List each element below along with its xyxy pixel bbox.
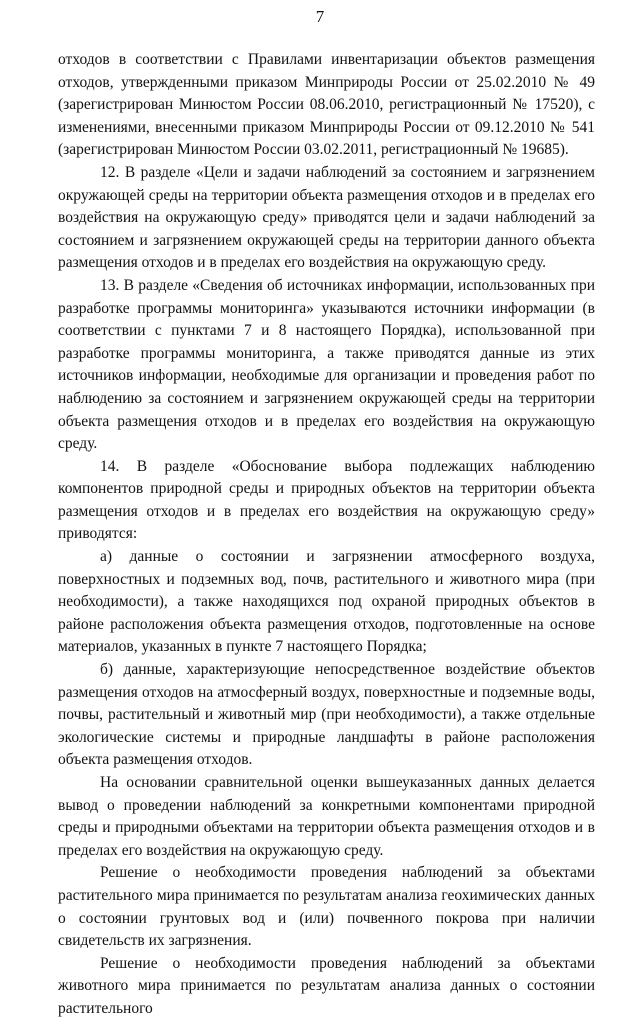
paragraph-item-14: 14. В разделе «Обоснование выбора подлежащих наблюдению компонентов природной среды и природных объектов на территории объекта размещения отходов и в пределах его воздействия на окружающую среду» приводятся: xyxy=(58,457,595,543)
paragraph-fauna-decision: Решение о необходимости проведения наблюдений за объектами животного мира принимается по результатам анализа данных о состоянии растительного xyxy=(58,954,595,1017)
paragraph-conclusion: На основании сравнительной оценки вышеуказанных данных делается вывод о проведении наблюдений за конкретными компонентами природной среды и природными объектами на территории объекта размещения отходов и в пределах его воздействия на окружающую среду. xyxy=(58,774,595,859)
paragraph-subitem-b: б) данные, характеризующие непосредственное воздействие объектов размещения отходов на атмосферный воздух, поверхностные и подземные воды, почвы, растительный и животный мир (при необходимости), а также отдельные экологические системы и природные ландшафты в районе расположения объекта размещения отходов. xyxy=(58,661,595,769)
paragraph-item-12: 12. В разделе «Цели и задачи наблюдений за состоянием и загрязнением окружающей среды на территории объекта размещения отходов и в пределах его воздействия на окружающую среду» приводятся цели и задачи наблюдений за состоянием и загрязнением окружающей среды на территории данного объекта размещения отходов и в пределах его воздействия на окружающую среду. xyxy=(58,163,595,272)
paragraph-continuation: отходов в соответствии с Правилами инвентаризации объектов размещения отходов, утвержденными приказом Минприроды России от 25.02.2010 № 49 (зарегистрирован Минюстом России 08.06.2010, регистрационный № 17520), с изменениями, внесенными приказом Минприроды России от 09.12.2010 № 541 (зарегистрирован Минюстом России 03.02.2011, регистрационный № 19685). xyxy=(58,51,595,159)
document-body xyxy=(58,49,595,1021)
paragraph-item-13: 13. В разделе «Сведения об источниках информации, использованных при разработке программы мониторинга» указываются источники информации (в соответствии с пунктами 7 и 8 настоящего Порядка), использованной при разработке программы мониторинга, а также приводятся данные из этих источников информации, необходимые для организации и проведения работ по наблюдению за состоянием и загрязнением окружающей среды на территории объекта размещения отходов и в пределах его воздействия на окружающую среду. xyxy=(58,276,595,453)
page-number: 7 xyxy=(315,7,325,26)
paragraph-subitem-a: а) данные о состоянии и загрязнении атмосферного воздуха, поверхностных и подземных вод, почв, растительного и животного мира (при необходимости), а также находящихся под охраной природных объектов в районе расположения объекта размещения отходов, подготовленные на основе материалов, указанных в пункте 7 настоящего Порядка; xyxy=(58,548,595,656)
paragraph-flora-decision: Решение о необходимости проведения наблюдений за объектами растительного мира принимается по результатам анализа геохимических данных о состоянии грунтовых вод и (или) почвенного покрова при наличии свидетельств их загрязнения. xyxy=(58,864,595,950)
